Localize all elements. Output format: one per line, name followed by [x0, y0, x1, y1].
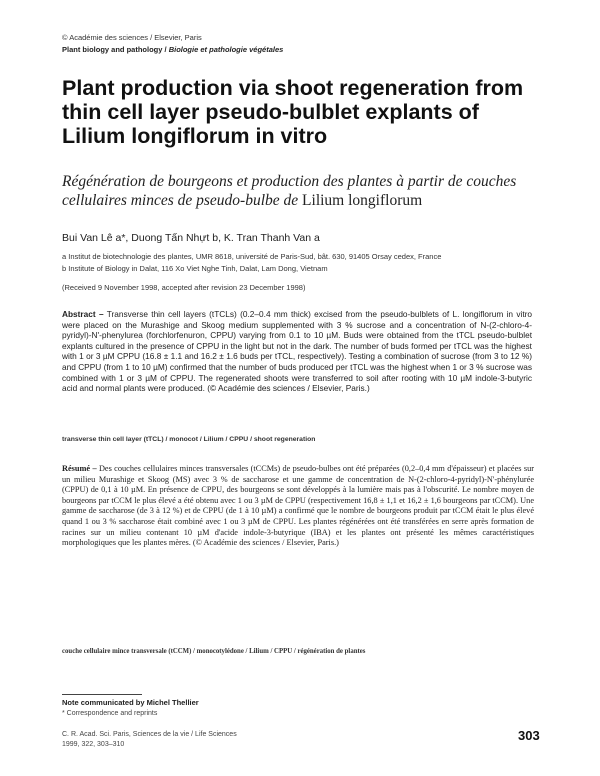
publisher-line: © Académie des sciences / Elsevier, Paris [62, 33, 202, 42]
page-number: 303 [518, 728, 540, 743]
paper-title: Plant production via shoot regeneration from thin cell layer pseudo-bulblet explants of Lilium longiflorum in vitro [62, 76, 524, 148]
section-french: Biologie et pathologie végétales [168, 45, 284, 54]
resume [62, 464, 534, 549]
communicated-note: Note communicated by Michel Thellier [62, 698, 199, 707]
french-title-species: Lilium longiflorum [302, 192, 423, 209]
section-english: Plant biology and pathology [62, 45, 163, 54]
section-separator: / [162, 45, 169, 54]
resume-text: Des couches cellulaires minces transversales (tCCMs) de pseudo-bulbes ont été préparées (0,2–0,4 mm d'épaisseur) et placées sur un milieu Murashige et Skoog (MS) avec 3 % de saccharose et une gamme de concentration de N-(2-chloro-4-pyridyl)-N'-phénylurée (CPPU) de 0,1 à 10 µM. En présence de CPPU, des bourgeons se sont développés à la lumière mais pas à l'obscurité. Le nombre moyen de bourgeons par tCCM le plus élevé a été obtenu avec 1 ou 3 µM de CPPU (respectivement 16,8 ± 1,1 et 16,2 ± 1,6 bourgeons par tCCM). Une gamme de saccharose (de 3 à 12 %) et de CPPU (de 1 à 10 µM) a confirmé que le nombre de bourgeons produit par tCCM était le plus élevé quand 1 ou 3 % saccharose était combiné avec 1 ou 3 µM de CPPU. Les plantes régénérées ont été transférées en serre après formation de racines sur un milieu contenant 10 µM d'acide indole-3-butyrique (IBA) et les plantes ont présenté les mêmes caractéristiques morphologiques que les plantes mères. (© Académie des sciences / Elsevier, Paris.) [62, 464, 535, 548]
affiliation-a: a Institut de biotechnologie des plantes, UMR 8618, université de Paris-Sud, bât. 630, 91405 Orsay cedex, France [62, 252, 442, 261]
abstract [62, 309, 532, 394]
abstract-text: Transverse thin cell layers (tTCLs) (0.2–0.4 mm thick) excised from the pseudo-bulblets of L. longiflorum in vitro were placed on the Murashige and Skoog medium supplemented with 3 % sucrose and a concentration of N-(2-chloro-4-pyridyl)-N'-phenylurea (forchlorfenuron, CPPU) varying from 0.1 to 10 µM. Buds were obtained from the tTCL pseudo-bulblet explants cultured in the presence of CPPU in the light but not in the dark. The number of buds formed per tTCL was the highest with 1 or 3 µM CPPU (16.8 ± 1.1 and 16.2 ± 1.6 buds per tTCL, respectively). Testing a combination of sucrose (from 3 to 12 %) and CPPU (from 1 to 10 µM) confirmed that the number of buds produced per tTCL was the highest when 1 or 3 % sucrose was combined with 1 or 3 µM of CPPU. The regenerated shoots were transferred to soil after rooting with 10 µM indole-3-butyric acid and normal plants were produced. (© Académie des sciences / Elsevier, Paris.) [62, 309, 533, 394]
resume-label: Résumé – [62, 464, 97, 473]
section-line [62, 45, 283, 54]
correspondence-note: * Correspondence and reprints [62, 710, 158, 717]
footnote-divider [62, 694, 142, 695]
abstract-label: Abstract – [62, 309, 104, 319]
keywords-french: couche cellulaire mince transversale (tCCM) / monocotylédone / Lilium / CPPU / régénération de plantes [62, 648, 366, 655]
keywords-english: transverse thin cell layer (tTCL) / monocot / Lilium / CPPU / shoot regeneration [62, 436, 316, 443]
french-title-text: Régénération de bourgeons et production des plantes à partir de couches cellulaires minces de pseudo-bulbe de [62, 173, 517, 209]
french-title [62, 172, 542, 210]
received-dates: (Received 9 November 1998, accepted after revision 23 December 1998) [62, 283, 306, 292]
author-list: Bui Van Lê a*, Duong Tấn Nhựt b, K. Tran Thanh Van a [62, 232, 320, 244]
affiliation-b: b Institute of Biology in Dalat, 116 Xo Viet Nghe Tinh, Dalat, Lam Dong, Vietnam [62, 264, 328, 273]
journal-volume: 1999, 322, 303–310 [62, 741, 125, 748]
journal-citation: C. R. Acad. Sci. Paris, Sciences de la vie / Life Sciences [62, 731, 237, 738]
